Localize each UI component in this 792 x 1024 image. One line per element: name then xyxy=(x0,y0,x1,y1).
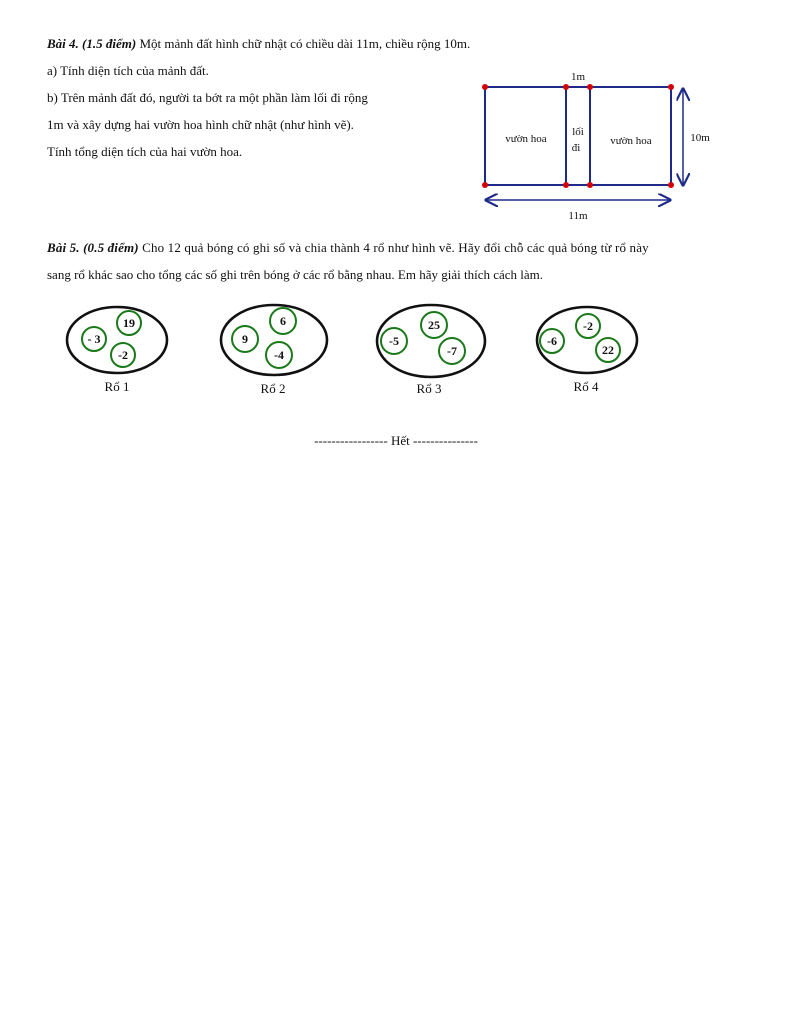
ball-number: 25 xyxy=(428,318,440,332)
bai4-part-b-line2: 1m và xây dựng hai vườn hoa hình chữ nhật (như hình vẽ). xyxy=(47,117,354,132)
label-path-1: lối xyxy=(572,126,584,138)
bai4-part-a: a) Tính diện tích của mảnh đất. xyxy=(47,63,209,78)
label-width: 11m xyxy=(568,210,588,222)
ball-number: -7 xyxy=(447,344,457,358)
basket-label: Rổ 4 xyxy=(573,379,599,394)
bai5-line2: sang rổ khác sao cho tổng các số ghi trên bóng ở các rổ bằng nhau. Em hãy giải thích cách làm. xyxy=(47,267,544,282)
label-left-garden: vườn hoa xyxy=(505,133,547,145)
ball-number: - 3 xyxy=(87,332,101,346)
point xyxy=(668,84,674,90)
bai4-statement: Một mảnh đất hình chữ nhật có chiều dài 11m, chiều rộng 10m. xyxy=(136,36,471,51)
basket-1 xyxy=(67,307,167,373)
point xyxy=(482,84,488,90)
ball-number: -2 xyxy=(118,348,128,362)
bai5-statement: Cho 12 quả bóng có ghi số và chia thành 4 rổ như hình vẽ. Hãy đổi chỗ các quả bóng từ rổ này xyxy=(138,240,649,255)
point xyxy=(668,182,674,188)
bai4-part-b-line3: Tính tổng diện tích của hai vườn hoa. xyxy=(47,144,243,159)
basket-label: Rổ 3 xyxy=(416,381,442,396)
label-height: 10m xyxy=(690,132,710,144)
basket-outline xyxy=(221,305,327,375)
point xyxy=(587,84,593,90)
point xyxy=(587,182,593,188)
bai4-heading: Bài 4. (1.5 điểm) xyxy=(47,36,137,51)
ball-number: -4 xyxy=(274,348,284,362)
bai5-heading: Bài 5. (0.5 điểm) xyxy=(47,240,139,255)
ball-number: 19 xyxy=(123,316,135,330)
point xyxy=(563,84,569,90)
point xyxy=(563,182,569,188)
bai5-line1 xyxy=(47,240,649,256)
ball-number: 6 xyxy=(280,314,286,328)
basket-label: Rổ 1 xyxy=(104,379,130,394)
ball-number: -2 xyxy=(583,319,593,333)
ball-number: 9 xyxy=(242,332,248,346)
label-path-width: 1m xyxy=(570,71,586,83)
bai4-part-b-line1: b) Trên mảnh đất đó, người ta bớt ra một phần làm lối đi rộng xyxy=(47,90,368,105)
ball-number: -6 xyxy=(547,334,557,348)
ball-number: -5 xyxy=(389,334,399,348)
label-path-2: đi xyxy=(571,142,581,154)
label-right-garden: vườn hoa xyxy=(610,135,652,147)
point xyxy=(482,182,488,188)
basket-label: Rổ 2 xyxy=(260,381,286,396)
ball-number: 22 xyxy=(602,343,614,357)
end-marker: ----------------- Hết --------------- xyxy=(314,433,478,448)
basket-2 xyxy=(221,305,327,375)
